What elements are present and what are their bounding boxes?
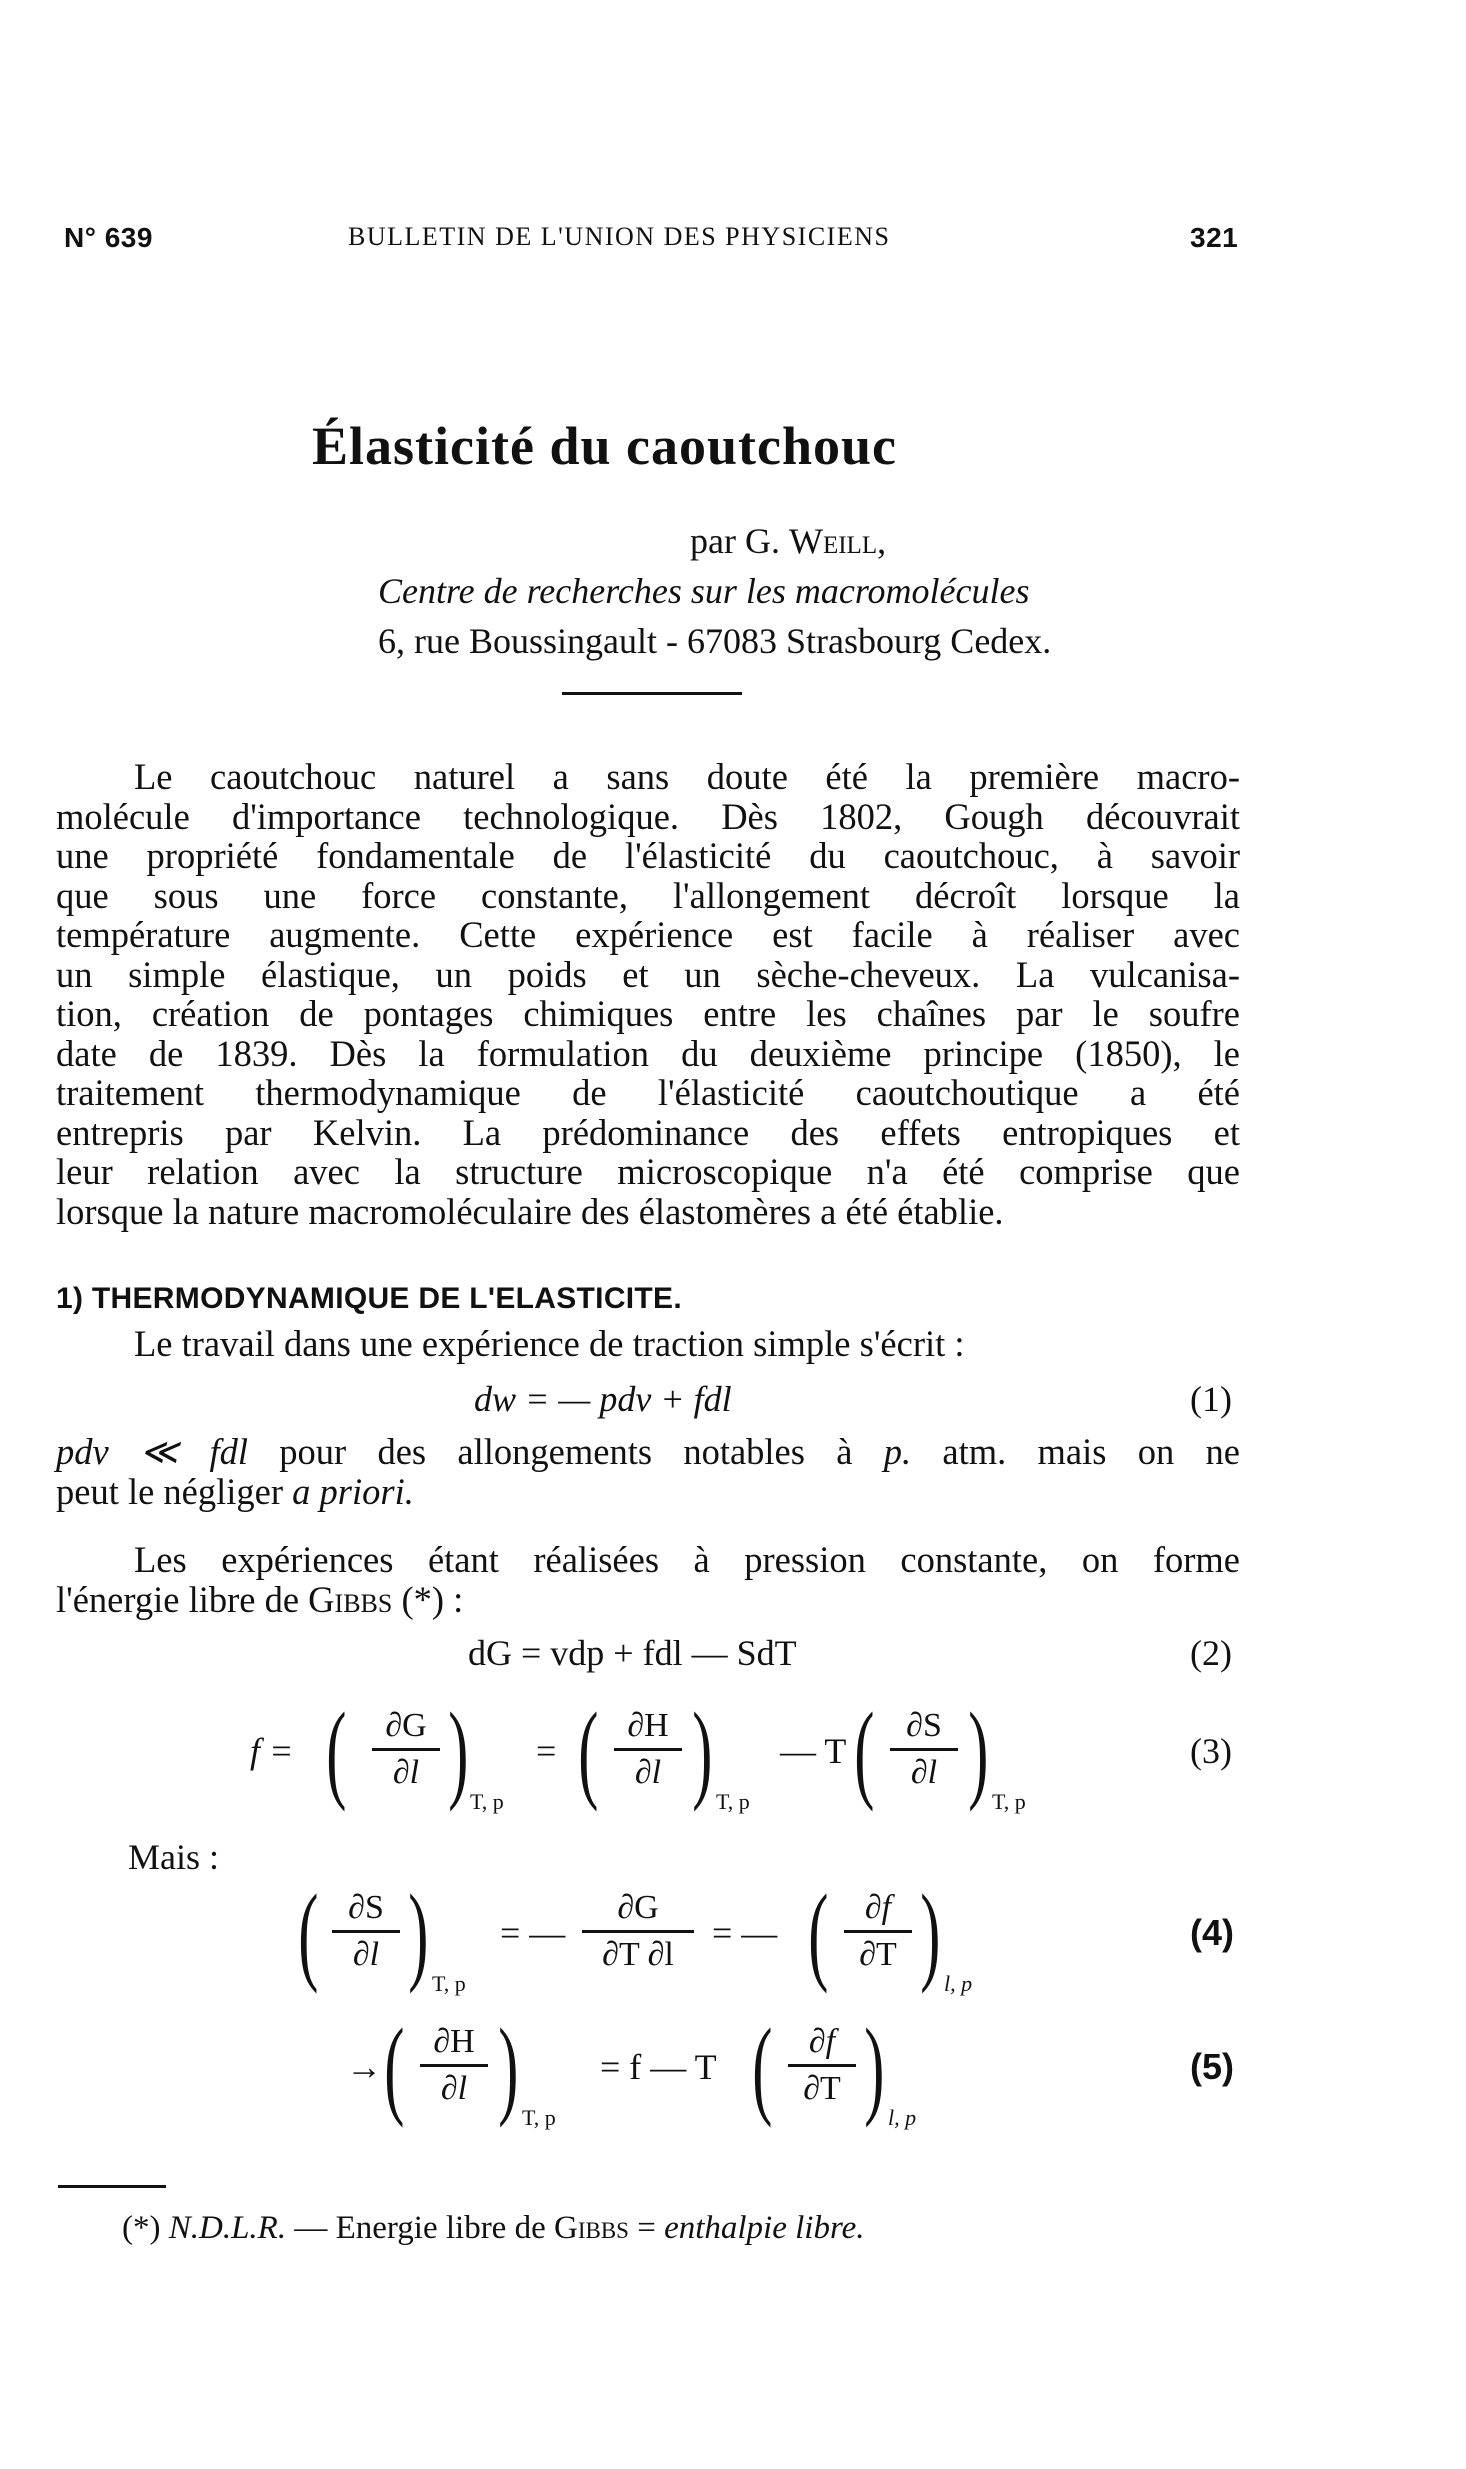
intro-line: que sous une force constante, l'allongement décroît lorsque la <box>56 874 1240 916</box>
eq3-frac-3-den: ∂l <box>910 1754 938 1791</box>
eq4-paren-open-2: ( <box>808 1872 829 1994</box>
eq3-frac-2-den: ∂l <box>634 1754 662 1791</box>
pressure-symbol: p. <box>883 1431 912 1472</box>
a-priori: a priori. <box>292 1470 414 1512</box>
gibbs-line-2-text: l'énergie libre de <box>56 1578 309 1620</box>
eq5-paren-open-2: ( <box>752 2006 773 2128</box>
eq3-frac-2-num: ∂H <box>627 1707 669 1744</box>
eq4-paren-close-1: ) <box>408 1872 429 1994</box>
intro-paragraph <box>56 757 1240 1231</box>
eq4-frac-3-den: ∂T <box>859 1936 897 1973</box>
fraction-bar <box>332 1930 400 1933</box>
eq3-paren-close-1: ) <box>448 1690 469 1812</box>
issue-number: N° 639 <box>64 222 153 253</box>
fraction-bar <box>582 1930 694 1933</box>
eq3-frac-1-num: ∂G <box>385 1707 427 1744</box>
gibbs-line-1: Les expériences étant réalisées à pression constante, on forme <box>134 1539 1240 1580</box>
eq5-frac-2 <box>782 2022 862 2109</box>
pdv-line-1 <box>56 1432 1240 1472</box>
eq3-sub-2: T, p <box>716 1789 750 1814</box>
footnote-equals: = <box>628 2210 665 2246</box>
eq3-frac-3 <box>884 1706 964 1793</box>
eq3-sub-3: T, p <box>992 1789 1026 1814</box>
byline <box>690 520 886 562</box>
eq5-arrow: → <box>346 2047 382 2087</box>
author-name: Weill, <box>788 521 887 561</box>
eq3-paren-close-2: ) <box>692 1690 713 1812</box>
eq5-frac-2-num: ∂f <box>808 2023 836 2060</box>
journal-title: BULLETIN DE L'UNION DES PHYSICIENS <box>348 222 891 251</box>
intro-line: leur relation avec la structure microscopique n'a été comprise que <box>56 1151 1240 1192</box>
fraction-bar <box>788 2064 856 2067</box>
eq3-paren-open-3: ( <box>854 1690 875 1812</box>
equation-1-number: (1) <box>1190 1379 1232 1419</box>
eq5-frac-1-den: ∂l <box>440 2070 468 2107</box>
mais-label: Mais : <box>128 1837 220 1877</box>
equation-2: dG = vdp + fdl — SdT <box>468 1633 797 1673</box>
page-number: 321 <box>1190 222 1239 253</box>
eq4-frac-1-num: ∂S <box>348 1889 384 1926</box>
intro-line: température augmente. Cette expérience est facile à réaliser avec <box>56 914 1240 955</box>
eq5-paren-close-1: ) <box>498 2006 519 2128</box>
pdv-text: pour des allongements notables à <box>248 1431 884 1472</box>
eq4-frac-2-num: ∂G <box>617 1889 659 1926</box>
footnote-marker: (*) <box>122 2210 169 2246</box>
pdv-line-2 <box>56 1472 1240 1512</box>
equation-3-number: (3) <box>1190 1731 1232 1771</box>
paragraph-gibbs <box>56 1540 1240 1619</box>
eq4-equals-minus-1: = — <box>500 1913 566 1953</box>
paragraph-pdv <box>56 1432 1240 1511</box>
footnote-rule <box>58 2185 166 2188</box>
footnote-ndlr: N.D.L.R. <box>168 2210 287 2246</box>
byline-prefix: par G. <box>690 521 789 561</box>
eq3-frac-2 <box>608 1706 688 1793</box>
eq5-sub-1: T, p <box>522 2105 556 2130</box>
eq4-equals-minus-2: = — <box>712 1913 778 1953</box>
eq4-sub-1: T, p <box>432 1971 466 1996</box>
eq3-paren-open-2: ( <box>578 1690 599 1812</box>
eq5-paren-open-1: ( <box>384 2006 405 2128</box>
eq4-frac-2 <box>576 1888 700 1975</box>
eq3-frac-1-den: ∂l <box>392 1754 420 1791</box>
gibbs-name: Gibbs <box>308 1578 393 1620</box>
eq5-frac-1 <box>414 2022 494 2109</box>
paragraph-traction: Le travail dans une expérience de traction simple s'écrit : <box>134 1323 965 1364</box>
eq5-paren-close-2: ) <box>864 2006 885 2128</box>
equation-4-number: (4) <box>1190 1912 1234 1953</box>
eq4-paren-open-1: ( <box>298 1872 319 1994</box>
intro-line: traitement thermodynamique de l'élasticité caoutchoutique a été <box>56 1072 1240 1113</box>
eq4-paren-close-2: ) <box>920 1872 941 1994</box>
address: 6, rue Boussingault - 67083 Strasbourg Cedex. <box>378 621 1052 661</box>
eq3-frac-1 <box>366 1706 446 1793</box>
eq4-sub-3: l, p <box>944 1971 973 1996</box>
eq3-paren-open-1: ( <box>326 1690 347 1812</box>
equation-5-number: (5) <box>1190 2046 1234 2087</box>
eq4-frac-2-den: ∂T ∂l <box>602 1936 674 1973</box>
eq3-equals: = <box>536 1731 557 1771</box>
intro-line: une propriété fondamentale de l'élasticité du caoutchouc, à savoir <box>56 835 1240 876</box>
intro-line: molécule d'importance technologique. Dès 1802, Gough découvrait <box>56 795 1240 837</box>
intro-line: lorsque la nature macromoléculaire des élastomères a été établie. <box>56 1190 1004 1232</box>
fraction-bar <box>890 1748 958 1751</box>
intro-line: entrepris par Kelvin. La prédominance des effets entropiques et <box>56 1111 1240 1153</box>
eq3-paren-close-3: ) <box>968 1690 989 1812</box>
eq5-frac-2-den: ∂T <box>803 2070 841 2107</box>
eq3-minus-t: — T <box>780 1731 847 1771</box>
intro-line: tion, création de pontages chimiques entre les chaînes par le soufre <box>56 993 1240 1034</box>
eq5-sub-2: l, p <box>888 2105 917 2130</box>
eq4-frac-1-den: ∂l <box>352 1936 380 1973</box>
footnote-gibbs: Gibbs <box>553 2210 629 2246</box>
inequality-math: pdv ≪ fdl <box>56 1431 249 1472</box>
intro-line: Le caoutchouc naturel a sans doute été la première macro- <box>134 756 1240 797</box>
gibbs-line-2 <box>56 1580 1240 1620</box>
eq4-frac-3-num: ∂f <box>864 1889 892 1926</box>
footnote-enthalpie: enthalpie libre. <box>664 2210 865 2246</box>
eq3-lhs: f = <box>250 1731 294 1771</box>
section-heading: 1) THERMODYNAMIQUE DE L'ELASTICITE. <box>56 1282 682 1315</box>
footnote-ref: (*) : <box>392 1578 464 1620</box>
intro-line: date de 1839. Dès la formulation du deuxième principe (1850), le <box>56 1032 1240 1074</box>
eq3-sub-1: T, p <box>470 1789 504 1814</box>
affiliation: Centre de recherches sur les macromolécules <box>378 571 1030 611</box>
eq5-frac-1-num: ∂H <box>433 2023 475 2060</box>
eq5-middle: = f — T <box>600 2047 717 2087</box>
pdv-text-end: atm. mais on ne <box>911 1431 1240 1472</box>
pdv-line-2-text: peut le négliger <box>56 1470 293 1512</box>
fraction-bar <box>420 2064 488 2067</box>
fraction-bar <box>844 1930 912 1933</box>
eq4-frac-1 <box>326 1888 406 1975</box>
article-title: Élasticité du caoutchouc <box>312 416 897 476</box>
intro-line: un simple élastique, un poids et un sèche-cheveux. La vulcanisa- <box>56 953 1240 995</box>
title-divider <box>562 692 742 695</box>
equation-1: dw = — pdv + fdl <box>474 1379 732 1419</box>
footnote-text: — Energie libre de <box>286 2210 554 2246</box>
eq3-frac-3-num: ∂S <box>906 1707 942 1744</box>
eq4-frac-3 <box>838 1888 918 1975</box>
fraction-bar <box>372 1748 440 1751</box>
footnote <box>122 2210 864 2247</box>
fraction-bar <box>614 1748 682 1751</box>
equation-2-number: (2) <box>1190 1633 1232 1673</box>
